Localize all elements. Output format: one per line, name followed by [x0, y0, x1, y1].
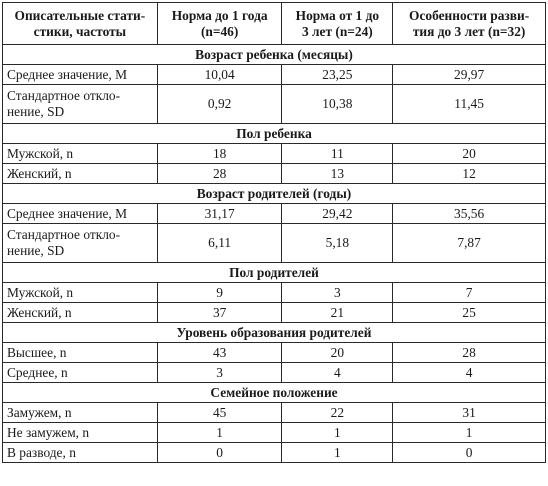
row-value: 7 [393, 283, 546, 303]
table-row [3, 164, 546, 184]
statistics-table [2, 2, 546, 463]
row-value: 23,25 [282, 65, 393, 85]
row-value: 31,17 [157, 204, 282, 224]
row-label: Среднее значение, M [3, 65, 158, 85]
row-value: 45 [157, 403, 282, 423]
table-row [3, 204, 546, 224]
row-label: В разводе, n [3, 443, 158, 463]
section-title: Семейное положение [3, 383, 546, 403]
row-value: 28 [157, 164, 282, 184]
row-value: 0 [393, 443, 546, 463]
row-value: 35,56 [393, 204, 546, 224]
section-title: Пол ребенка [3, 124, 546, 144]
section-row [3, 263, 546, 283]
row-value: 11,45 [393, 85, 546, 124]
row-value: 12 [393, 164, 546, 184]
header-descriptive-statistics: Описательные стати- стики, частоты [3, 3, 158, 45]
row-value: 18 [157, 144, 282, 164]
table-row [3, 85, 546, 124]
header-developmental-features: Особенности разви- тия до 3 лет (n=32) [393, 3, 546, 45]
row-value: 20 [393, 144, 546, 164]
table-body [3, 45, 546, 463]
table-row [3, 343, 546, 363]
row-value: 29,42 [282, 204, 393, 224]
row-value: 37 [157, 303, 282, 323]
row-label: Женский, n [3, 303, 158, 323]
row-value: 13 [282, 164, 393, 184]
row-value: 5,18 [282, 224, 393, 263]
section-row [3, 383, 546, 403]
row-label: Высшее, n [3, 343, 158, 363]
row-value: 31 [393, 403, 546, 423]
row-value: 1 [393, 423, 546, 443]
row-label: Мужской, n [3, 283, 158, 303]
table-row [3, 65, 546, 85]
row-value: 3 [282, 283, 393, 303]
row-label: Стандартное откло- нение, SD [3, 224, 158, 263]
row-value: 21 [282, 303, 393, 323]
section-title: Возраст родителей (годы) [3, 184, 546, 204]
section-row [3, 323, 546, 343]
row-value: 1 [282, 443, 393, 463]
row-label: Среднее значение, M [3, 204, 158, 224]
table-row [3, 403, 546, 423]
row-label: Не замужем, n [3, 423, 158, 443]
section-title: Уровень образования родителей [3, 323, 546, 343]
row-value: 20 [282, 343, 393, 363]
row-value: 11 [282, 144, 393, 164]
section-row [3, 124, 546, 144]
row-value: 43 [157, 343, 282, 363]
table-row [3, 144, 546, 164]
row-value: 4 [393, 363, 546, 383]
row-label: Женский, n [3, 164, 158, 184]
row-value: 25 [393, 303, 546, 323]
table-row [3, 224, 546, 263]
section-title: Пол родителей [3, 263, 546, 283]
table-row [3, 283, 546, 303]
row-value: 1 [157, 423, 282, 443]
table-row [3, 363, 546, 383]
table-row [3, 443, 546, 463]
row-value: 9 [157, 283, 282, 303]
row-value: 0,92 [157, 85, 282, 124]
row-value: 10,38 [282, 85, 393, 124]
row-value: 29,97 [393, 65, 546, 85]
row-value: 4 [282, 363, 393, 383]
section-row [3, 45, 546, 65]
section-title: Возраст ребенка (месяцы) [3, 45, 546, 65]
row-label: Замужем, n [3, 403, 158, 423]
row-value: 6,11 [157, 224, 282, 263]
row-value: 22 [282, 403, 393, 423]
header-row [3, 3, 546, 45]
row-label: Мужской, n [3, 144, 158, 164]
row-label: Среднее, n [3, 363, 158, 383]
row-value: 7,87 [393, 224, 546, 263]
row-value: 1 [282, 423, 393, 443]
header-norm-1-to-3-years: Норма от 1 до 3 лет (n=24) [282, 3, 393, 45]
row-value: 10,04 [157, 65, 282, 85]
table-row [3, 423, 546, 443]
row-label: Стандартное откло- нение, SD [3, 85, 158, 124]
row-value: 0 [157, 443, 282, 463]
section-row [3, 184, 546, 204]
table-row [3, 303, 546, 323]
row-value: 3 [157, 363, 282, 383]
row-value: 28 [393, 343, 546, 363]
header-norm-under-1-year: Норма до 1 года (n=46) [157, 3, 282, 45]
